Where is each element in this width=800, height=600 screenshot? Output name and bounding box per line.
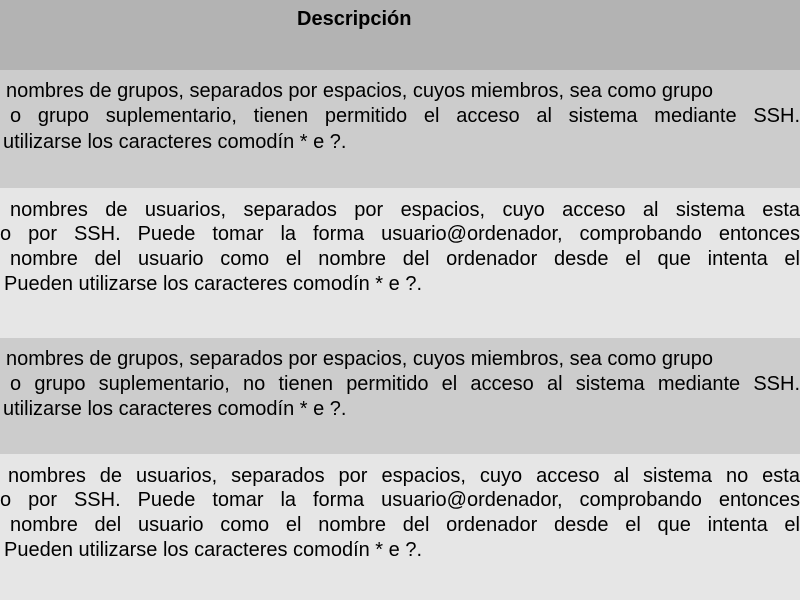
row-text-line: utilizarse los caracteres comodín * e ?. [3,398,347,420]
column-header-description: Descripción [297,8,412,30]
row-text-line: Pueden utilizarse los caracteres comodín * e ?. [4,539,422,561]
row-text-line: o por SSH. Puede tomar la forma usuario@ordenador, comprobando entonces [0,223,800,245]
row-text-line: nombres de usuarios, separados por espacios, cuyo acceso al sistema no esta [8,465,800,487]
row-text-line: o grupo suplementario, no tienen permitido el acceso al sistema mediante SSH. [10,373,800,395]
row-text-line: utilizarse los caracteres comodín * e ?. [3,131,347,153]
row-text-line: nombre del usuario como el nombre del ordenador desde el que intenta el [10,514,800,536]
row-text-line: nombres de grupos, separados por espacios, cuyos miembros, sea como grupo [6,348,714,370]
table-row [0,454,800,600]
row-text-line: nombres de grupos, separados por espacios, cuyos miembros, sea como grupo [6,80,714,102]
table-row [0,188,800,338]
table-row [0,70,800,188]
row-text-line: o grupo suplementario, tienen permitido el acceso al sistema mediante SSH. [10,105,800,127]
row-text-line: o por SSH. Puede tomar la forma usuario@ordenador, comprobando entonces [0,489,800,511]
table-row [0,338,800,454]
row-text-line: nombres de usuarios, separados por espacios, cuyo acceso al sistema esta [10,199,800,221]
row-text-line: nombre del usuario como el nombre del ordenador desde el que intenta el [10,248,800,270]
table-header [0,0,800,70]
row-text-line: Pueden utilizarse los caracteres comodín * e ?. [4,273,422,295]
